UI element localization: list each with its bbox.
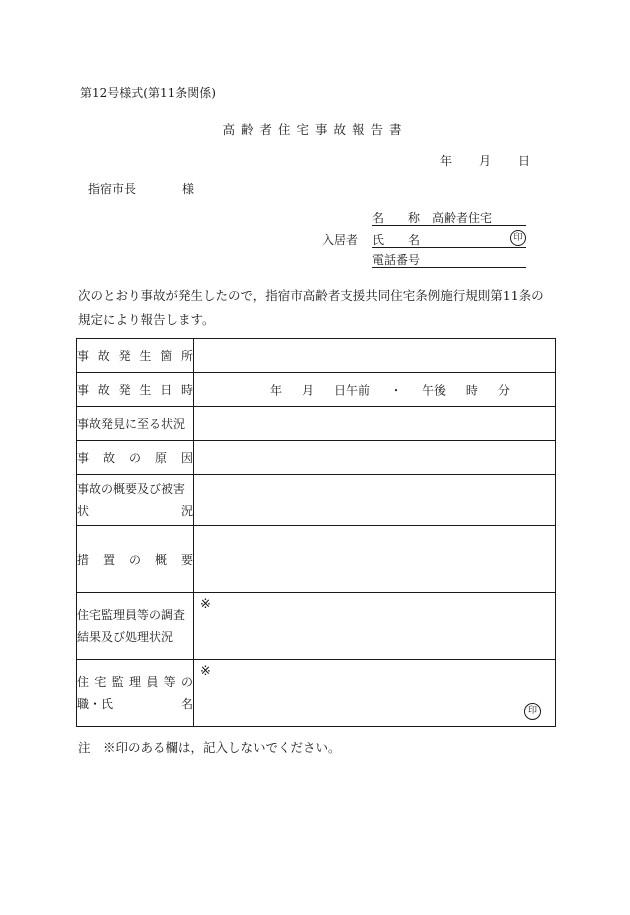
table-row xyxy=(77,660,556,727)
summary-label-line2-b: 況 xyxy=(180,504,193,518)
table-row xyxy=(77,441,556,475)
discovery-input[interactable] xyxy=(194,407,556,441)
datetime-label: 事 故 発 生 日 時 xyxy=(77,383,193,397)
investigation-label-cell xyxy=(77,593,194,660)
phone-label: 電話番号 xyxy=(372,253,421,267)
summary-label-line1: 事故の概要及び被害 xyxy=(77,482,186,496)
dt-separator: ・ xyxy=(389,383,402,397)
cause-label-cell xyxy=(77,441,194,475)
report-statement: 次のとおり事故が発生したので，指宿市高齢者支援共同住宅条例施行規則第11条の規定により報告します。 xyxy=(78,288,544,327)
table-row xyxy=(77,373,556,407)
table-row xyxy=(77,593,556,660)
inspector-label-line2-a: 職・氏 xyxy=(77,697,114,711)
measures-label: 措 置 の 概 要 xyxy=(77,552,193,567)
investigation-label-line1: 住宅監理員等の調査 xyxy=(77,608,186,622)
measures-label-cell xyxy=(77,526,194,593)
summary-label-line2 xyxy=(77,500,193,522)
location-label-cell xyxy=(77,339,194,373)
seal-icon: 印 xyxy=(510,230,526,246)
date-day-label: 日 xyxy=(517,154,530,168)
date-fields xyxy=(440,152,530,169)
datetime-input[interactable] xyxy=(194,373,556,407)
investigation-label-line2: 結果及び処理状況 xyxy=(77,630,174,644)
office-use-mark: ※ xyxy=(200,664,211,679)
seal-icon: 印 xyxy=(524,703,541,720)
datetime-fields xyxy=(270,381,510,398)
date-year-label: 年 xyxy=(440,154,453,168)
addressee-suffix: 様 xyxy=(182,182,195,196)
date-month-label: 月 xyxy=(478,154,491,168)
resident-name-label: 氏 名 xyxy=(372,233,421,247)
inspector-label-cell xyxy=(77,660,194,727)
discovery-label-cell xyxy=(77,407,194,441)
facility-name-label: 名 称 xyxy=(372,211,421,225)
dt-minute: 分 xyxy=(497,383,510,397)
table-row xyxy=(77,526,556,593)
dt-hour: 時 xyxy=(465,383,478,397)
location-input[interactable] xyxy=(194,339,556,373)
phone-field[interactable] xyxy=(372,251,526,268)
dt-pm: 午後 xyxy=(421,383,446,397)
dt-year: 年 xyxy=(270,383,283,397)
footnote: 注 ※印のある欄は，記入しないでください。 xyxy=(78,740,341,755)
addressee: 指宿市長 xyxy=(88,182,137,196)
resident-label: 入居者 xyxy=(322,233,359,247)
table-row xyxy=(77,339,556,373)
discovery-label: 事故発見に至る状況 xyxy=(77,417,186,431)
table-row xyxy=(77,407,556,441)
location-label: 事 故 発 生 箇 所 xyxy=(77,349,193,363)
document-title: 高齢者住宅事故報告書 xyxy=(222,122,408,137)
table-row xyxy=(77,475,556,526)
datetime-label-cell xyxy=(77,373,194,407)
facility-name-value: 高齢者住宅 xyxy=(432,211,493,225)
inspector-label-line2-b: 名 xyxy=(180,697,193,711)
dt-month: 月 xyxy=(301,383,314,397)
office-use-mark: ※ xyxy=(200,597,211,612)
form-number-label: 第12号様式(第11条関係) xyxy=(80,86,216,100)
resident-name-field[interactable] xyxy=(372,231,526,248)
report-table xyxy=(76,338,556,727)
cause-label: 事 故 の 原 因 xyxy=(77,451,193,465)
investigation-input[interactable] xyxy=(194,593,556,660)
inspector-input[interactable] xyxy=(194,660,556,727)
facility-name-field[interactable] xyxy=(372,209,526,226)
summary-label-cell xyxy=(77,475,194,526)
inspector-label-line2 xyxy=(77,693,193,715)
cause-input[interactable] xyxy=(194,441,556,475)
dt-day-am: 日午前 xyxy=(333,383,370,397)
measures-input[interactable] xyxy=(194,526,556,593)
summary-input[interactable] xyxy=(194,475,556,526)
summary-label-line2-a: 状 xyxy=(77,504,90,518)
inspector-label-line1: 住 宅 監 理 員 等 の xyxy=(77,675,193,689)
